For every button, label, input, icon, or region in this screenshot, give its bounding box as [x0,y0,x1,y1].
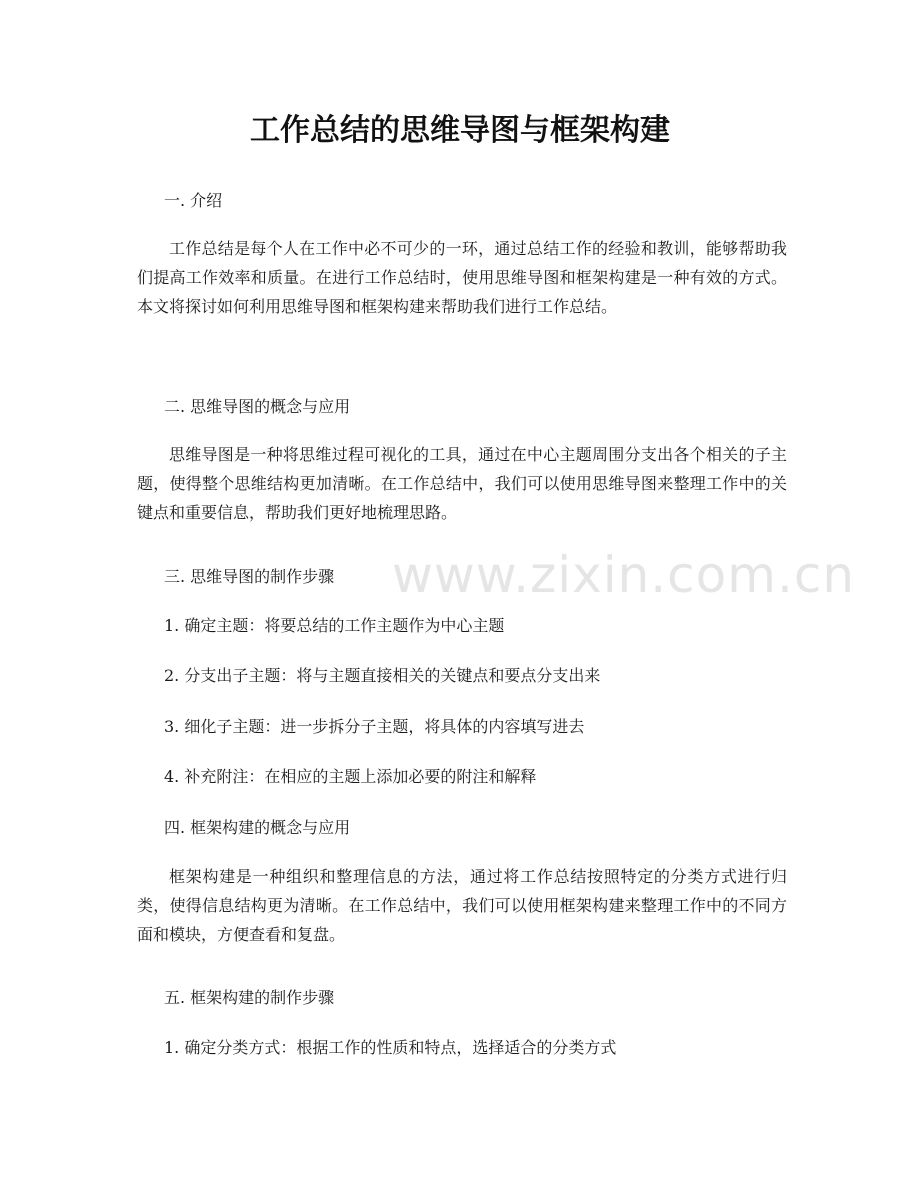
section-heading-framework: 四. 框架构建的概念与应用 [164,818,351,837]
watermark-text: www.zixin.com.cn [392,546,856,604]
section-heading-mindmap: 二. 思维导图的概念与应用 [164,397,351,416]
mindmap-step-3: 3. 细化子主题：进一步拆分子主题，将具体的内容填写进去 [164,717,585,736]
mindmap-step-1: 1. 确定主题：将要总结的工作主题作为中心主题 [164,616,505,635]
intro-paragraph: 工作总结是每个人在工作中必不可少的一环，通过总结工作的经验和教训，能够帮助我们提高工作效率和质量。在进行工作总结时，使用思维导图和框架构建是一种有效的方式。本文将探讨如何利用思维导图和框架构建来帮助我们进行工作总结。 [137,239,787,316]
section-heading-framework-steps: 五. 框架构建的制作步骤 [164,988,335,1007]
page-title: 工作总结的思维导图与框架构建 [250,113,670,148]
section-heading-intro: 一. 介绍 [164,191,223,210]
mindmap-step-2: 2. 分支出子主题：将与主题直接相关的关键点和要点分支出来 [164,666,601,685]
mindmap-step-4: 4. 补充附注：在相应的主题上添加必要的附注和解释 [164,767,537,786]
framework-paragraph: 框架构建是一种组织和整理信息的方法，通过将工作总结按照特定的分类方式进行归类，使得信息结构更为清晰。在工作总结中，我们可以使用框架构建来整理工作中的不同方面和模块，方便查看和复盘。 [137,867,787,944]
framework-step-1: 1. 确定分类方式：根据工作的性质和特点，选择适合的分类方式 [164,1038,617,1057]
mindmap-paragraph: 思维导图是一种将思维过程可视化的工具，通过在中心主题周围分支出各个相关的子主题，使得整个思维结构更加清晰。在工作总结中，我们可以使用思维导图来整理工作中的关键点和重要信息，帮助我们更好地梳理思路。 [137,445,787,522]
section-heading-mindmap-steps: 三. 思维导图的制作步骤 [164,567,335,586]
